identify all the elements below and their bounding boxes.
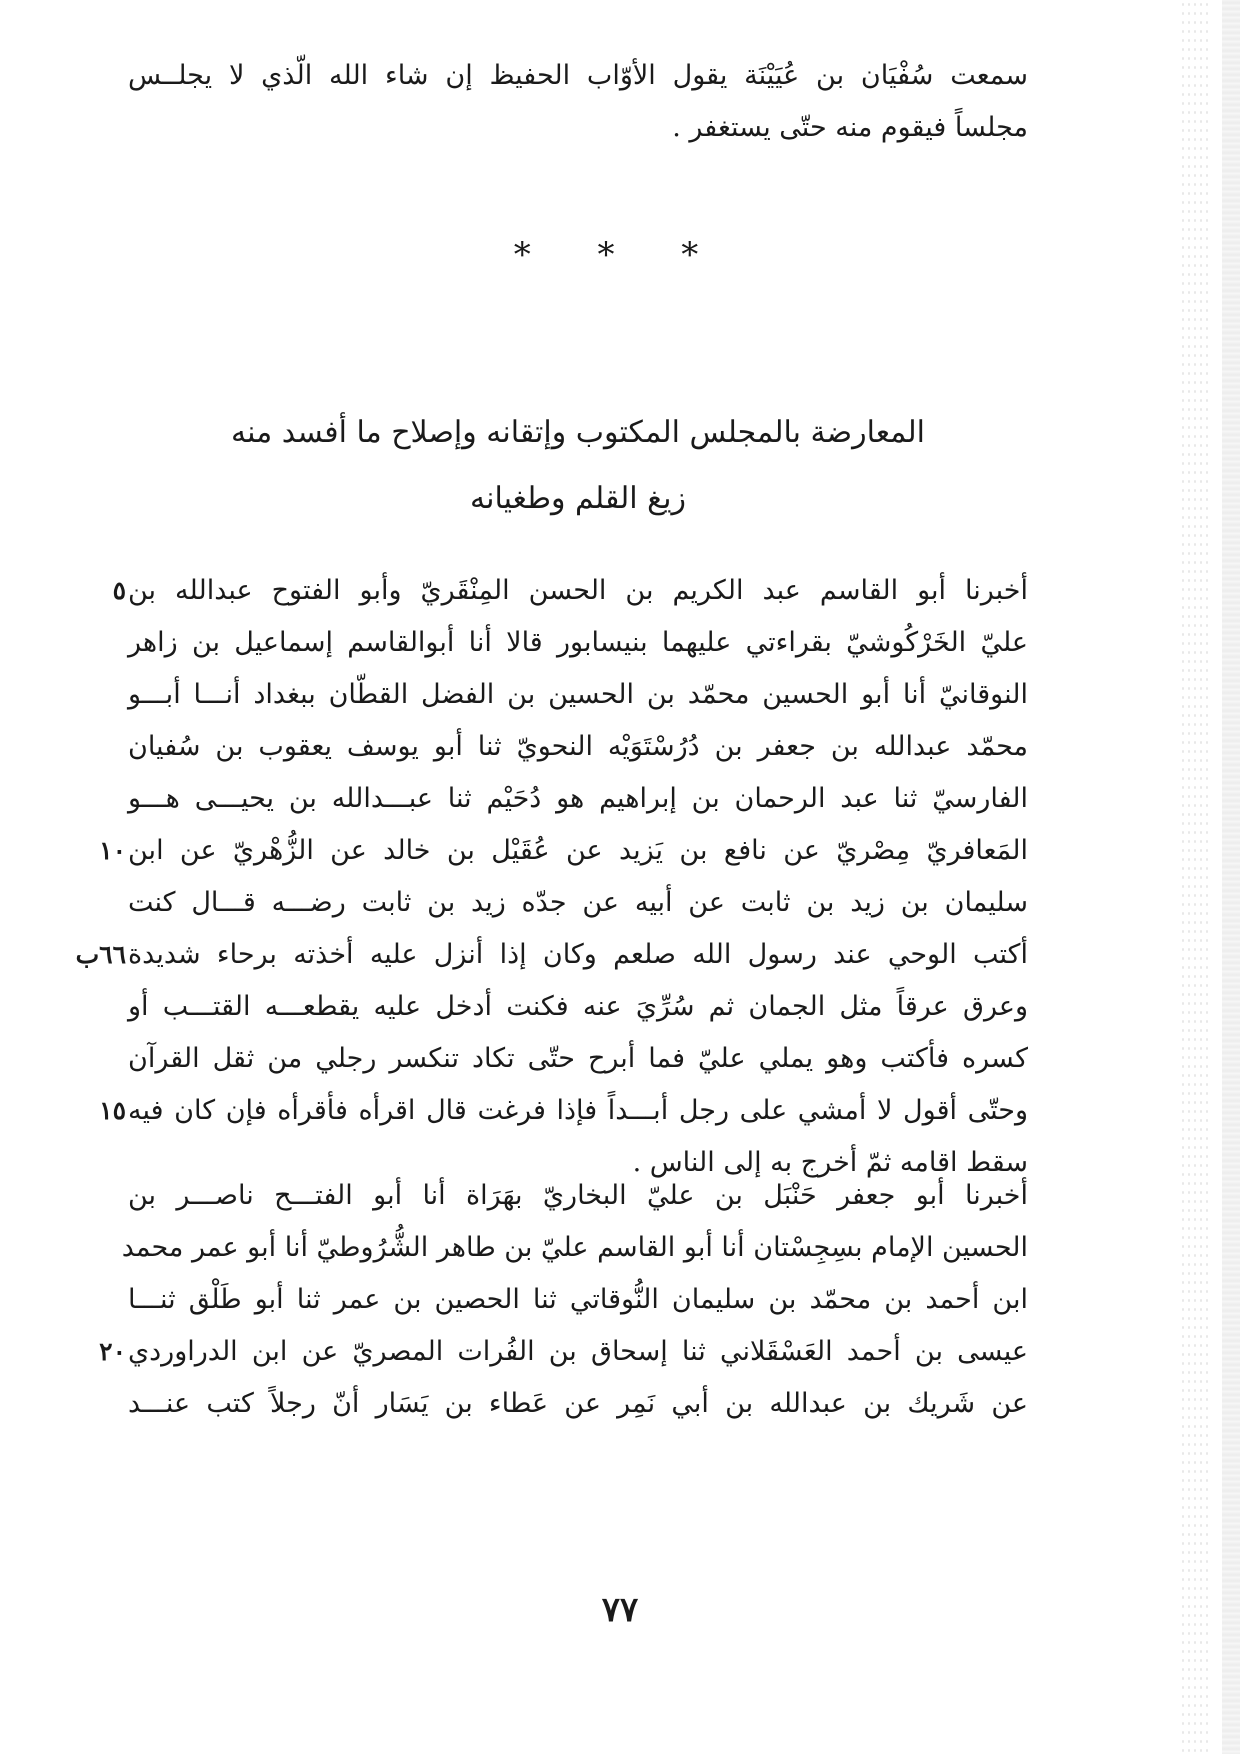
text-line: النوقانيّ أنا أبو الحسين محمّد بن الحسين بن الفضل القطّان ببغداد أنـــا أبـــو [128, 679, 1028, 710]
text-line [99, 825, 1028, 877]
heading-line: المعارضة بالمجلس المكتوب وإتقانه وإصلاح ما أفسد منه [230, 415, 925, 450]
text-line: الحسين الإمام بسِجِسْتان أنا أبو القاسم عليّ بن طاهر الشُّرُوطيّ أنا أبو عمر محمد [121, 1232, 1028, 1263]
separator-stars: * * * [513, 235, 727, 275]
margin-line-number: ١٥ [99, 1096, 126, 1125]
text-line: سمعت سُفْيَان بن عُيَيْنَة يقول الأوّاب الحفيظ إن شاء الله الّذي لا يجلــس [128, 60, 1028, 91]
text-line [75, 929, 1028, 981]
text-line-content: وحتّى أقول لا أمشي على رجل أبـــداً فإذا فرغت قال اقرأه فأقرأه فإن كان فيه [128, 1095, 1028, 1126]
text-line: عليّ الخَرْكُوشيّ بقراءتي عليهما بنيسابور قالا أنا أبوالقاسم إسماعيل بن زاهر [128, 627, 1028, 658]
margin-line-number: ١٠ [99, 836, 126, 865]
text-line-content: أكتب الوحي عند رسول الله صلعم وكان إذا أنزل عليه أخذته برحاء شديدة [128, 939, 1028, 970]
text-line: الفارسيّ ثنا عبد الرحمان بن إبراهيم هو دُحَيْم ثنا عبـــدالله بن يحيـــى هـــو [128, 783, 1028, 814]
text-line: أخبرنا أبو جعفر حَنْبَل بن عليّ البخاريّ بهَرَاة أنا أبو الفتـــح ناصـــر بن [128, 1180, 1028, 1211]
text-line: عن شَريك بن عبدالله بن أبي نَمِر عن عَطاء بن يَسَار أنّ رجلاً كتب عنـــد [128, 1388, 1028, 1419]
text-line-content: المَعافريّ مِصْريّ عن نافع بن يَزيد عن عُقَيْل بن خالد عن الزُّهْريّ عن ابن [128, 835, 1028, 866]
folio-mark: ٦٦ب [75, 940, 126, 969]
paragraph-2 [99, 1170, 1028, 1430]
section-heading [128, 400, 1028, 532]
text-line: سليمان بن زيد بن ثابت عن أبيه عن جدّه زيد بن ثابت رضـــه قـــال كنت [128, 887, 1028, 918]
text-line [112, 565, 1028, 617]
text-line-content: عيسى بن أحمد العَسْقَلاني ثنا إسحاق بن الفُرات المصريّ عن ابن الدراوردي [128, 1336, 1028, 1367]
scan-noise-edge [1180, 0, 1210, 1754]
text-line: محمّد عبدالله بن جعفر بن دُرُسْتَوَيْه النحويّ ثنا أبو يوسف يعقوب بن سُفيان [128, 731, 1028, 762]
heading-line: زيغ القلم وطغيانه [470, 481, 686, 516]
text-line: ابن أحمد بن محمّد بن سليمان النُّوقاتي ثنا الحصين بن عمر ثنا أبو طَلْق ثنـــا [128, 1284, 1028, 1315]
text-line: سقط اقامه ثمّ أخرج به إلى الناس . [632, 1147, 1028, 1178]
margin-line-number: ٢٠ [99, 1337, 126, 1366]
text-line: كسره فأكتب وهو يملي عليّ فما أبرح حتّى تكاد تنكسر رجلي من ثقل القرآن [128, 1043, 1028, 1074]
text-line: مجلساً فيقوم منه حتّى يستغفر . [672, 112, 1028, 143]
text-line: وعرق عرقاً مثل الجمان ثم سُرِّيَ عنه فكنت أدخل عليه يقطعـــه القتـــب أو [128, 991, 1028, 1022]
intro-paragraph [128, 50, 1028, 154]
margin-line-number: ٥ [112, 576, 126, 605]
paragraph-1 [75, 565, 1028, 1189]
text-line [99, 1326, 1028, 1378]
text-line-content: أخبرنا أبو القاسم عبد الكريم بن الحسن المِنْقَريّ وأبو الفتوح عبدالله بن [128, 575, 1028, 606]
scan-page-edge [1222, 0, 1240, 1754]
page-number: ٧٧ [601, 1590, 639, 1630]
text-line [99, 1085, 1028, 1137]
